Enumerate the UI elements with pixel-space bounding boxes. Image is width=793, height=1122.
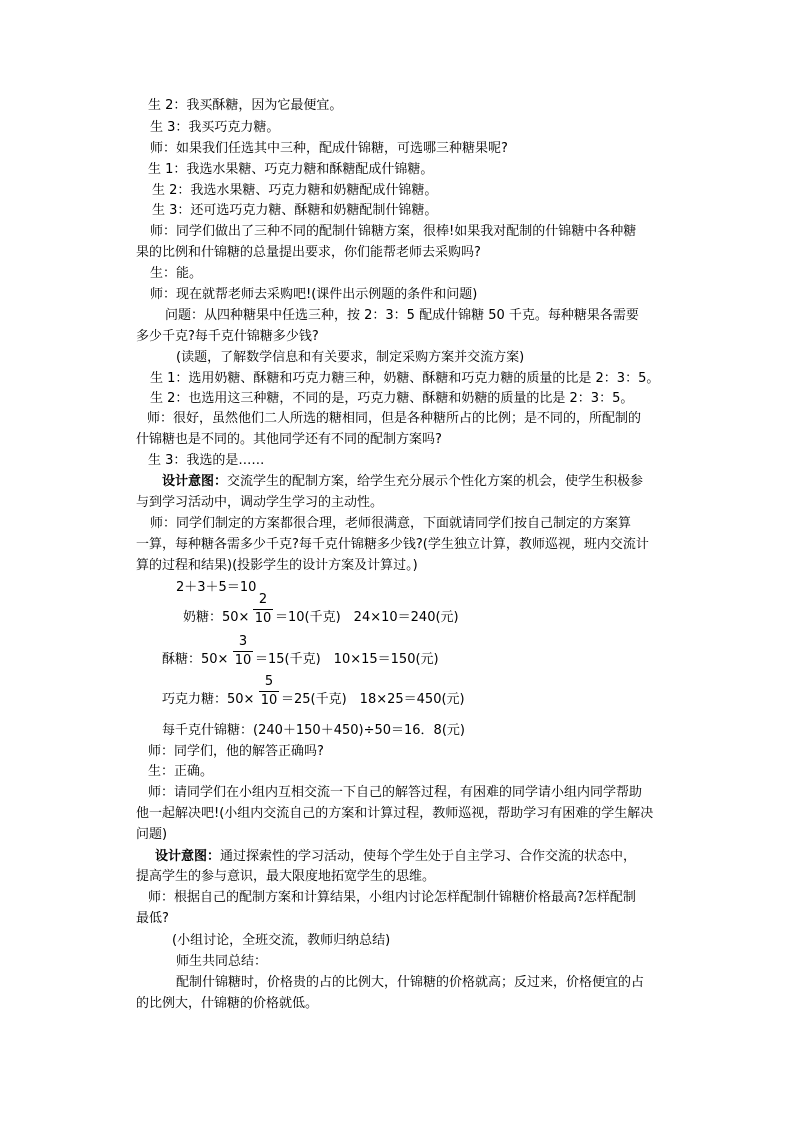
text-line: 一算，每种糖各需多少千克?每千克什锦糖多少钱?(学生独立计算，教师巡视，班内交流计: [136, 537, 649, 552]
fraction-numerator: 2: [258, 592, 268, 607]
text-line: 生 2：我选水果糖、巧克力糖和奶糖配成什锦糖。: [152, 183, 438, 198]
design-intent-label: 设计意图：: [155, 849, 221, 864]
text-line: 生 2：也选用这三种糖，不同的是，巧克力糖、酥糖和奶糖的质量的比是 2：3：5。: [150, 391, 634, 406]
text-line: 他一起解决吧!(小组内交流自己的方案和计算过程，教师巡视，帮助学习有困难的学生解决: [136, 806, 654, 821]
fraction-naitang: [253, 592, 273, 627]
text-line: (读题，了解数学信息和有关要求，制定采购方案并交流方案): [176, 350, 525, 365]
text-line: 最低?: [136, 911, 169, 926]
design-intent-paragraph: [162, 474, 643, 490]
calc-per-kg: 每千克什锦糖：(240＋150＋450)÷50＝16．8(元): [162, 723, 465, 738]
fraction-denominator: 10: [234, 653, 252, 668]
calc-naitang-result: ＝10(千克) 24×10＝240(元): [275, 610, 459, 625]
text-line: 配制什锦糖时，价格贵的占的比例大，什锦糖的价格就高；反过来，价格便宜的占: [176, 975, 645, 990]
fraction-denominator: 10: [260, 693, 278, 708]
calc-sutang-label: 酥糖：50×: [162, 652, 229, 667]
text-line: 师：同学们做出了三种不同的配制什锦糖方案，很棒!如果我对配制的什锦糖中各种糖: [150, 224, 637, 239]
text-line: 师：现在就帮老师去采购吧!(课件出示例题的条件和问题): [150, 287, 478, 302]
fraction-bar: [253, 609, 273, 610]
text-line: 问题：从四种糖果中任选三种，按 2：3：5 配成什锦糖 50 千克。每种糖果各需要: [165, 308, 639, 323]
text-line: 提高学生的参与意识，最大限度地拓宽学生的思维。: [136, 869, 436, 884]
calc-qiaokeli-result: ＝25(千克) 18×25＝450(元): [281, 692, 465, 707]
text-line: 生：能。: [150, 266, 203, 281]
calc-naitang-label: 奶糖：50×: [183, 610, 250, 625]
text-line: 生 3：我买巧克力糖。: [150, 120, 280, 135]
text-line: 生 2：我买酥糖，因为它最便宜。: [148, 98, 343, 113]
design-intent-text: 通过探索性的学习活动，使每个学生处于自主学习、合作交流的状态中，: [220, 849, 637, 864]
calc-sum: 2＋3＋5＝10: [176, 580, 257, 595]
fraction-bar: [259, 691, 279, 692]
design-intent-text: 交流学生的配制方案，给学生充分展示个性化方案的机会，使学生积极参: [227, 474, 644, 489]
fraction-bar: [233, 651, 253, 652]
fraction-numerator: 5: [264, 674, 274, 689]
text-line: 师：根据自己的配制方案和计算结果，小组内讨论怎样配制什锦糖价格最高?怎样配制: [148, 890, 636, 905]
text-line: 师：很好，虽然他们二人所选的糖相同，但是各种糖所占的比例；是不同的，所配制的: [147, 411, 642, 426]
calc-sutang-result: ＝15(千克) 10×15＝150(元): [255, 652, 439, 667]
text-line: 果的比例和什锦糖的总量提出要求，你们能帮老师去采购吗?: [136, 245, 481, 260]
text-line: 什锦糖也是不同的。其他同学还有不同的配制方案吗?: [136, 432, 442, 447]
text-line: 师：同学们制定的方案都很合理，老师很满意，下面就请同学们按自己制定的方案算: [150, 516, 632, 531]
text-line: (小组讨论，全班交流，教师归纳总结): [172, 933, 391, 948]
design-intent-label: 设计意图：: [162, 474, 228, 489]
text-line: 生：正确。: [148, 764, 214, 779]
text-line: 算的过程和结果)(投影学生的设计方案及计算过。): [136, 558, 418, 573]
design-intent-paragraph: [155, 849, 636, 865]
fraction-numerator: 3: [238, 634, 248, 649]
text-line: 师：请同学们在小组内互相交流一下自己的解答过程，有困难的同学请小组内同学帮助: [148, 785, 643, 800]
calc-qiaokeli-label: 巧克力糖：50×: [162, 692, 255, 707]
text-line: 生 1：选用奶糖、酥糖和巧克力糖三种，奶糖、酥糖和巧克力糖的质量的比是 2：3：5。: [150, 371, 660, 386]
text-line: 生 3：还可选巧克力糖、酥糖和奶糖配制什锦糖。: [152, 203, 438, 218]
text-line: 师：同学们，他的解答正确吗?: [148, 744, 324, 759]
text-line: 师：如果我们任选其中三种，配成什锦糖，可选哪三种糖果呢?: [150, 141, 508, 156]
fraction-qiaokeli: [259, 674, 279, 709]
text-line: 师生共同总结：: [176, 954, 268, 969]
text-line: 多少千克?每千克什锦糖多少钱?: [136, 329, 319, 344]
fraction-denominator: 10: [254, 611, 272, 626]
text-line: 与到学习活动中，调动学生学习的主动性。: [136, 495, 384, 510]
text-line: 的比例大，什锦糖的价格就低。: [136, 996, 319, 1011]
text-line: 问题): [136, 827, 168, 842]
text-line: 生 3：我选的是……: [148, 453, 265, 468]
fraction-sutang: [233, 634, 253, 669]
text-line: 生 1：我选水果糖、巧克力糖和酥糖配成什锦糖。: [148, 162, 434, 177]
